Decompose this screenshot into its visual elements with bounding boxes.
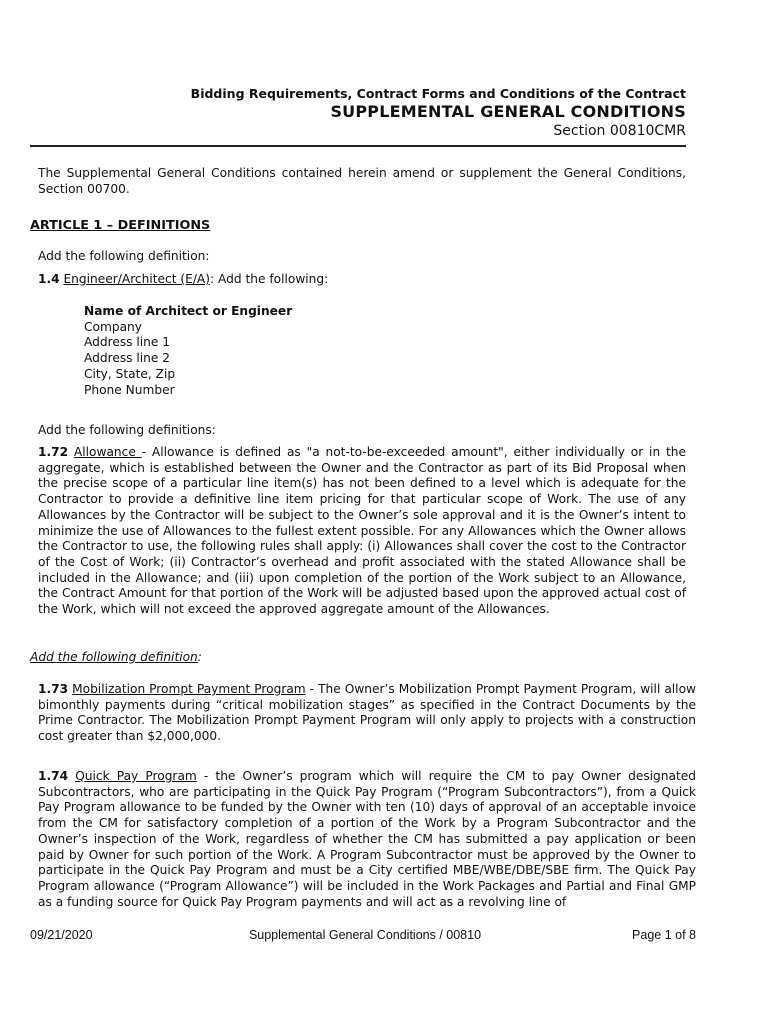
definition-text: - The Owner’s Mobilization Prompt Payment Program, will allow bimonthly payments during “critical mobilization stages” as specified in the Contract Documents by the Prime Contractor. The Mobilization Prompt Payment Program will only apply to projects with a construction cost greater than $2,000,000. bbox=[38, 682, 696, 744]
add-definition-label: Add the following definition: bbox=[38, 249, 210, 263]
definition-1-74 bbox=[38, 769, 696, 910]
definition-term: Quick Pay Program bbox=[75, 769, 197, 783]
definition-number: 1.74 bbox=[38, 769, 69, 783]
definition-term: Engineer/Architect (E/A) bbox=[63, 272, 211, 286]
architect-address-block bbox=[84, 304, 292, 398]
definition-number: 1.73 bbox=[38, 682, 69, 696]
definition-1-73 bbox=[38, 682, 696, 745]
document-subtitle: Bidding Requirements, Contract Forms and Conditions of the Contract bbox=[190, 86, 686, 101]
section-number: Section 00810CMR bbox=[553, 123, 686, 139]
footer-date: 09/21/2020 bbox=[30, 928, 93, 942]
add-definition-italic-label bbox=[30, 650, 202, 666]
definition-text: - Allowance is defined as "a not-to-be-exceeded amount", either individually or in the aggregate, which is established between the Owner and the Contractor as part of its Bid Proposal when the precise scope of a particular line item(s) has not been defined to a level which is adequate for the Contractor to provide a definitive line item pricing for that particular scope of Work. The use of any Allowances by the Contractor will be subject to the Owner’s sole approval and it is the Owner’s intent to minimize the use of Allowances to the fullest extent possible. For any Allowances which the Owner allows the Contractor to use, the following rules shall apply: (i) Allowances shall cover the cost to the Contractor of the Cost of Work; (ii) Contractor’s overhead and profit associated with the stated Allowance shall be included in the Allowance; and (iii) upon completion of the portion of the Work subject to an Allowance, the Contract Amount for that portion of the Work will be adjusted based upon the approved actual cost of the Work, which will not exceed the approved aggregate amount of the Allowances. bbox=[38, 445, 686, 617]
definition-number: 1.4 bbox=[38, 272, 60, 286]
definition-1-4 bbox=[38, 272, 328, 288]
article-heading: ARTICLE 1 – DEFINITIONS bbox=[30, 218, 211, 233]
architect-company: Company bbox=[84, 319, 142, 334]
architect-phone: Phone Number bbox=[84, 382, 175, 397]
add-definitions-label: Add the following definitions: bbox=[38, 423, 216, 437]
definition-term: Allowance bbox=[73, 445, 142, 459]
definition-text: - the Owner’s program which will require the CM to pay Owner designated Subcontractors, who are participating in the Quick Pay Program (“Program Subcontractors”), from a Quick Pay Program allowance to be funded by the Owner with ten (10) days of approval of an acceptable invoice from the CM for satisfactory completion of a portion of the Work by a Program Subcontractor and the Owner’s inspection of the Work, regardless of whether the CM has submitted a pay application or been paid by Owner for such portion of the Work. A Program Subcontractor must be approved by the Owner to participate in the Quick Pay Program and must be a City certified MBE/WBE/DBE/SBE firm. The Quick Pay Program allowance (“Program Allowance”) will be included in the Work Packages and Partial and Final GMP as a funding source for Quick Pay Program payments and will act as a revolving line of bbox=[38, 769, 696, 909]
architect-address-line2: Address line 2 bbox=[84, 351, 171, 366]
footer-page-number: Page 1 of 8 bbox=[632, 928, 696, 942]
document-title: SUPPLEMENTAL GENERAL CONDITIONS bbox=[330, 102, 686, 121]
add-definition-italic-colon: : bbox=[197, 650, 202, 664]
definition-1-72 bbox=[38, 445, 686, 618]
definition-term: Mobilization Prompt Payment Program bbox=[72, 682, 306, 696]
footer-document-name: Supplemental General Conditions / 00810 bbox=[248, 928, 482, 942]
intro-paragraph: The Supplemental General Conditions contained herein amend or supplement the General Conditions, Section 00700. bbox=[38, 166, 686, 196]
header-divider bbox=[30, 145, 686, 147]
architect-city-state-zip: City, State, Zip bbox=[84, 366, 176, 381]
definition-number: 1.72 bbox=[38, 445, 69, 459]
architect-name: Name of Architect or Engineer bbox=[84, 304, 293, 318]
architect-address-line1: Address line 1 bbox=[84, 335, 171, 350]
add-definition-italic-text: Add the following definition bbox=[30, 650, 198, 664]
definition-text: : Add the following: bbox=[210, 272, 329, 286]
